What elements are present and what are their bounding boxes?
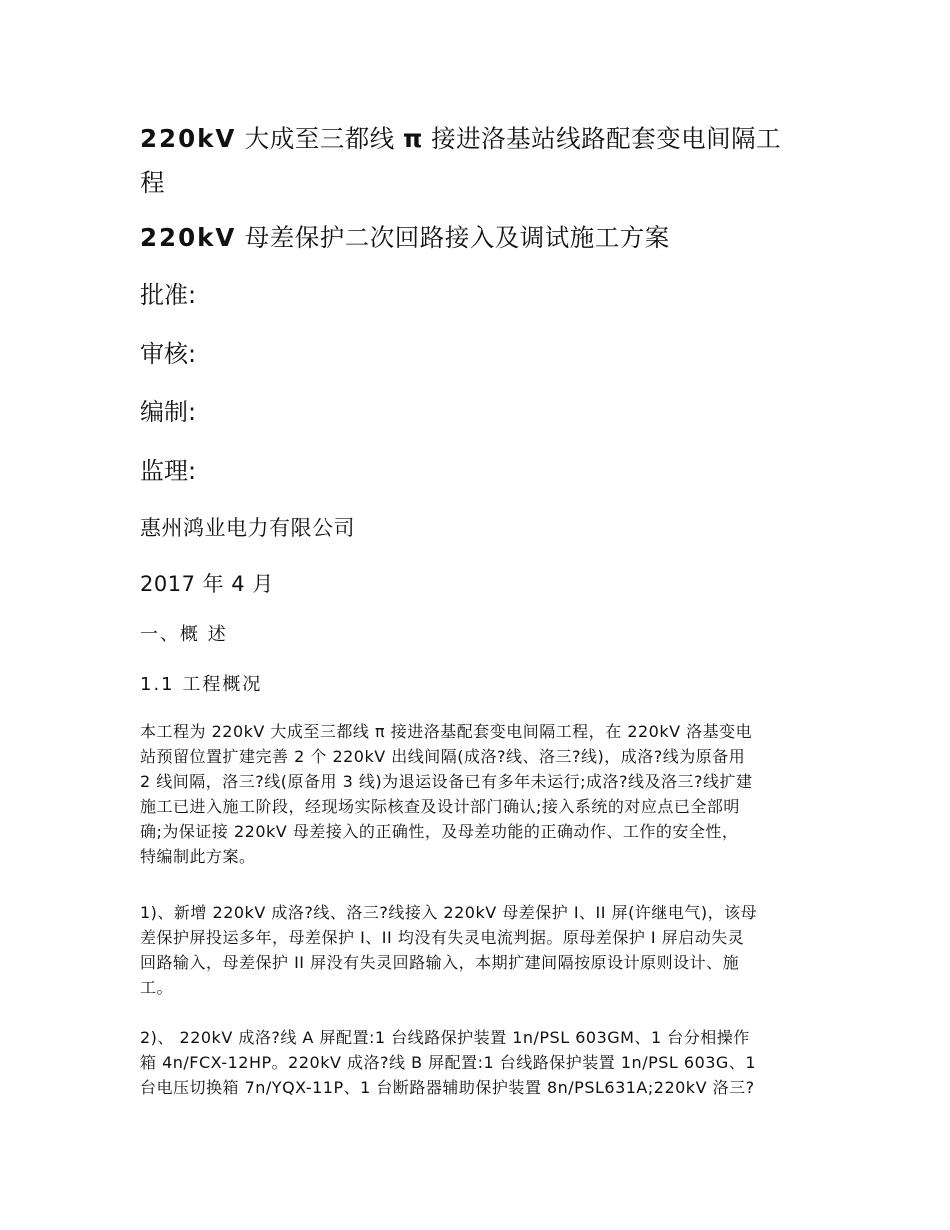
- section-heading-project-overview: 1.1 工程概况: [140, 674, 263, 695]
- paragraph-line: 特编制此方案。: [140, 847, 256, 866]
- paragraph-line: 箱 4n/FCX-12HP。220kV 成洛?线 B 屏配置:1 台线路保护装置 1n/PSL 603G、1: [140, 1053, 757, 1072]
- paragraph-item-1: [140, 900, 830, 1000]
- paragraph-line: 台电压切换箱 7n/YQX-11P、1 台断路器辅助保护装置 8n/PSL631A;220kV 洛三?: [140, 1078, 755, 1097]
- title-text-line2: 程: [140, 168, 165, 197]
- document-title: [140, 117, 820, 205]
- approve-label: 批准:: [140, 281, 197, 309]
- title-voltage: 220kV: [140, 124, 237, 153]
- review-label: 审核:: [140, 340, 197, 368]
- title-pi-symbol: π: [402, 124, 423, 153]
- paragraph-intro: [140, 719, 830, 869]
- compile-label: 编制:: [140, 398, 197, 426]
- document-subtitle: [140, 216, 820, 260]
- paragraph-line: 施工已进入施工阶段，经现场实际核查及设计部门确认;接入系统的对应点已全部明: [140, 797, 740, 816]
- paragraph-line: 差保护屏投运多年，母差保护 I、II 均没有失灵电流判据。原母差保护 I 屏启动失灵: [140, 928, 745, 947]
- company-name: 惠州鸿业电力有限公司: [140, 516, 355, 540]
- subtitle-text: 母差保护二次回路接入及调试施工方案: [236, 223, 670, 252]
- paragraph-line: 确;为保证接 220kV 母差接入的正确性，及母差功能的正确动作、工作的安全性，: [140, 822, 739, 841]
- paragraph-line: 2 线间隔，洛三?线(原备用 3 线)为退运设备已有多年未运行;成洛?线及洛三?线扩建: [140, 772, 753, 791]
- paragraph-line: 回路输入，母差保护 II 屏没有失灵回路输入，本期扩建间隔按原设计原则设计、施: [140, 953, 740, 972]
- paragraph-item-2: [140, 1025, 830, 1100]
- subtitle-voltage: 220kV: [140, 223, 237, 252]
- paragraph-line: 工。: [140, 978, 174, 997]
- document-date: 2017 年 4 月: [140, 572, 274, 596]
- section-heading-overview: 一、概 述: [140, 624, 228, 645]
- paragraph-line: 1)、新增 220kV 成洛?线、洛三?线接入 220kV 母差保护 I、II 屏(许继电气)，该母: [140, 903, 758, 922]
- title-text-part1: 大成至三都线: [236, 124, 403, 153]
- supervise-label: 监理:: [140, 457, 197, 485]
- paragraph-line: 站预留位置扩建完善 2 个 220kV 出线间隔(成洛?线、洛三?线)，成洛?线为原备用: [140, 747, 746, 766]
- paragraph-line: 2)、 220kV 成洛?线 A 屏配置:1 台线路保护装置 1n/PSL 603GM、1 台分相操作: [140, 1028, 750, 1047]
- title-text-part2: 接进洛基站线路配套变电间隔工: [422, 124, 782, 153]
- paragraph-line: 本工程为 220kV 大成至三都线 π 接进洛基配套变电间隔工程，在 220kV 洛基变电: [140, 722, 753, 741]
